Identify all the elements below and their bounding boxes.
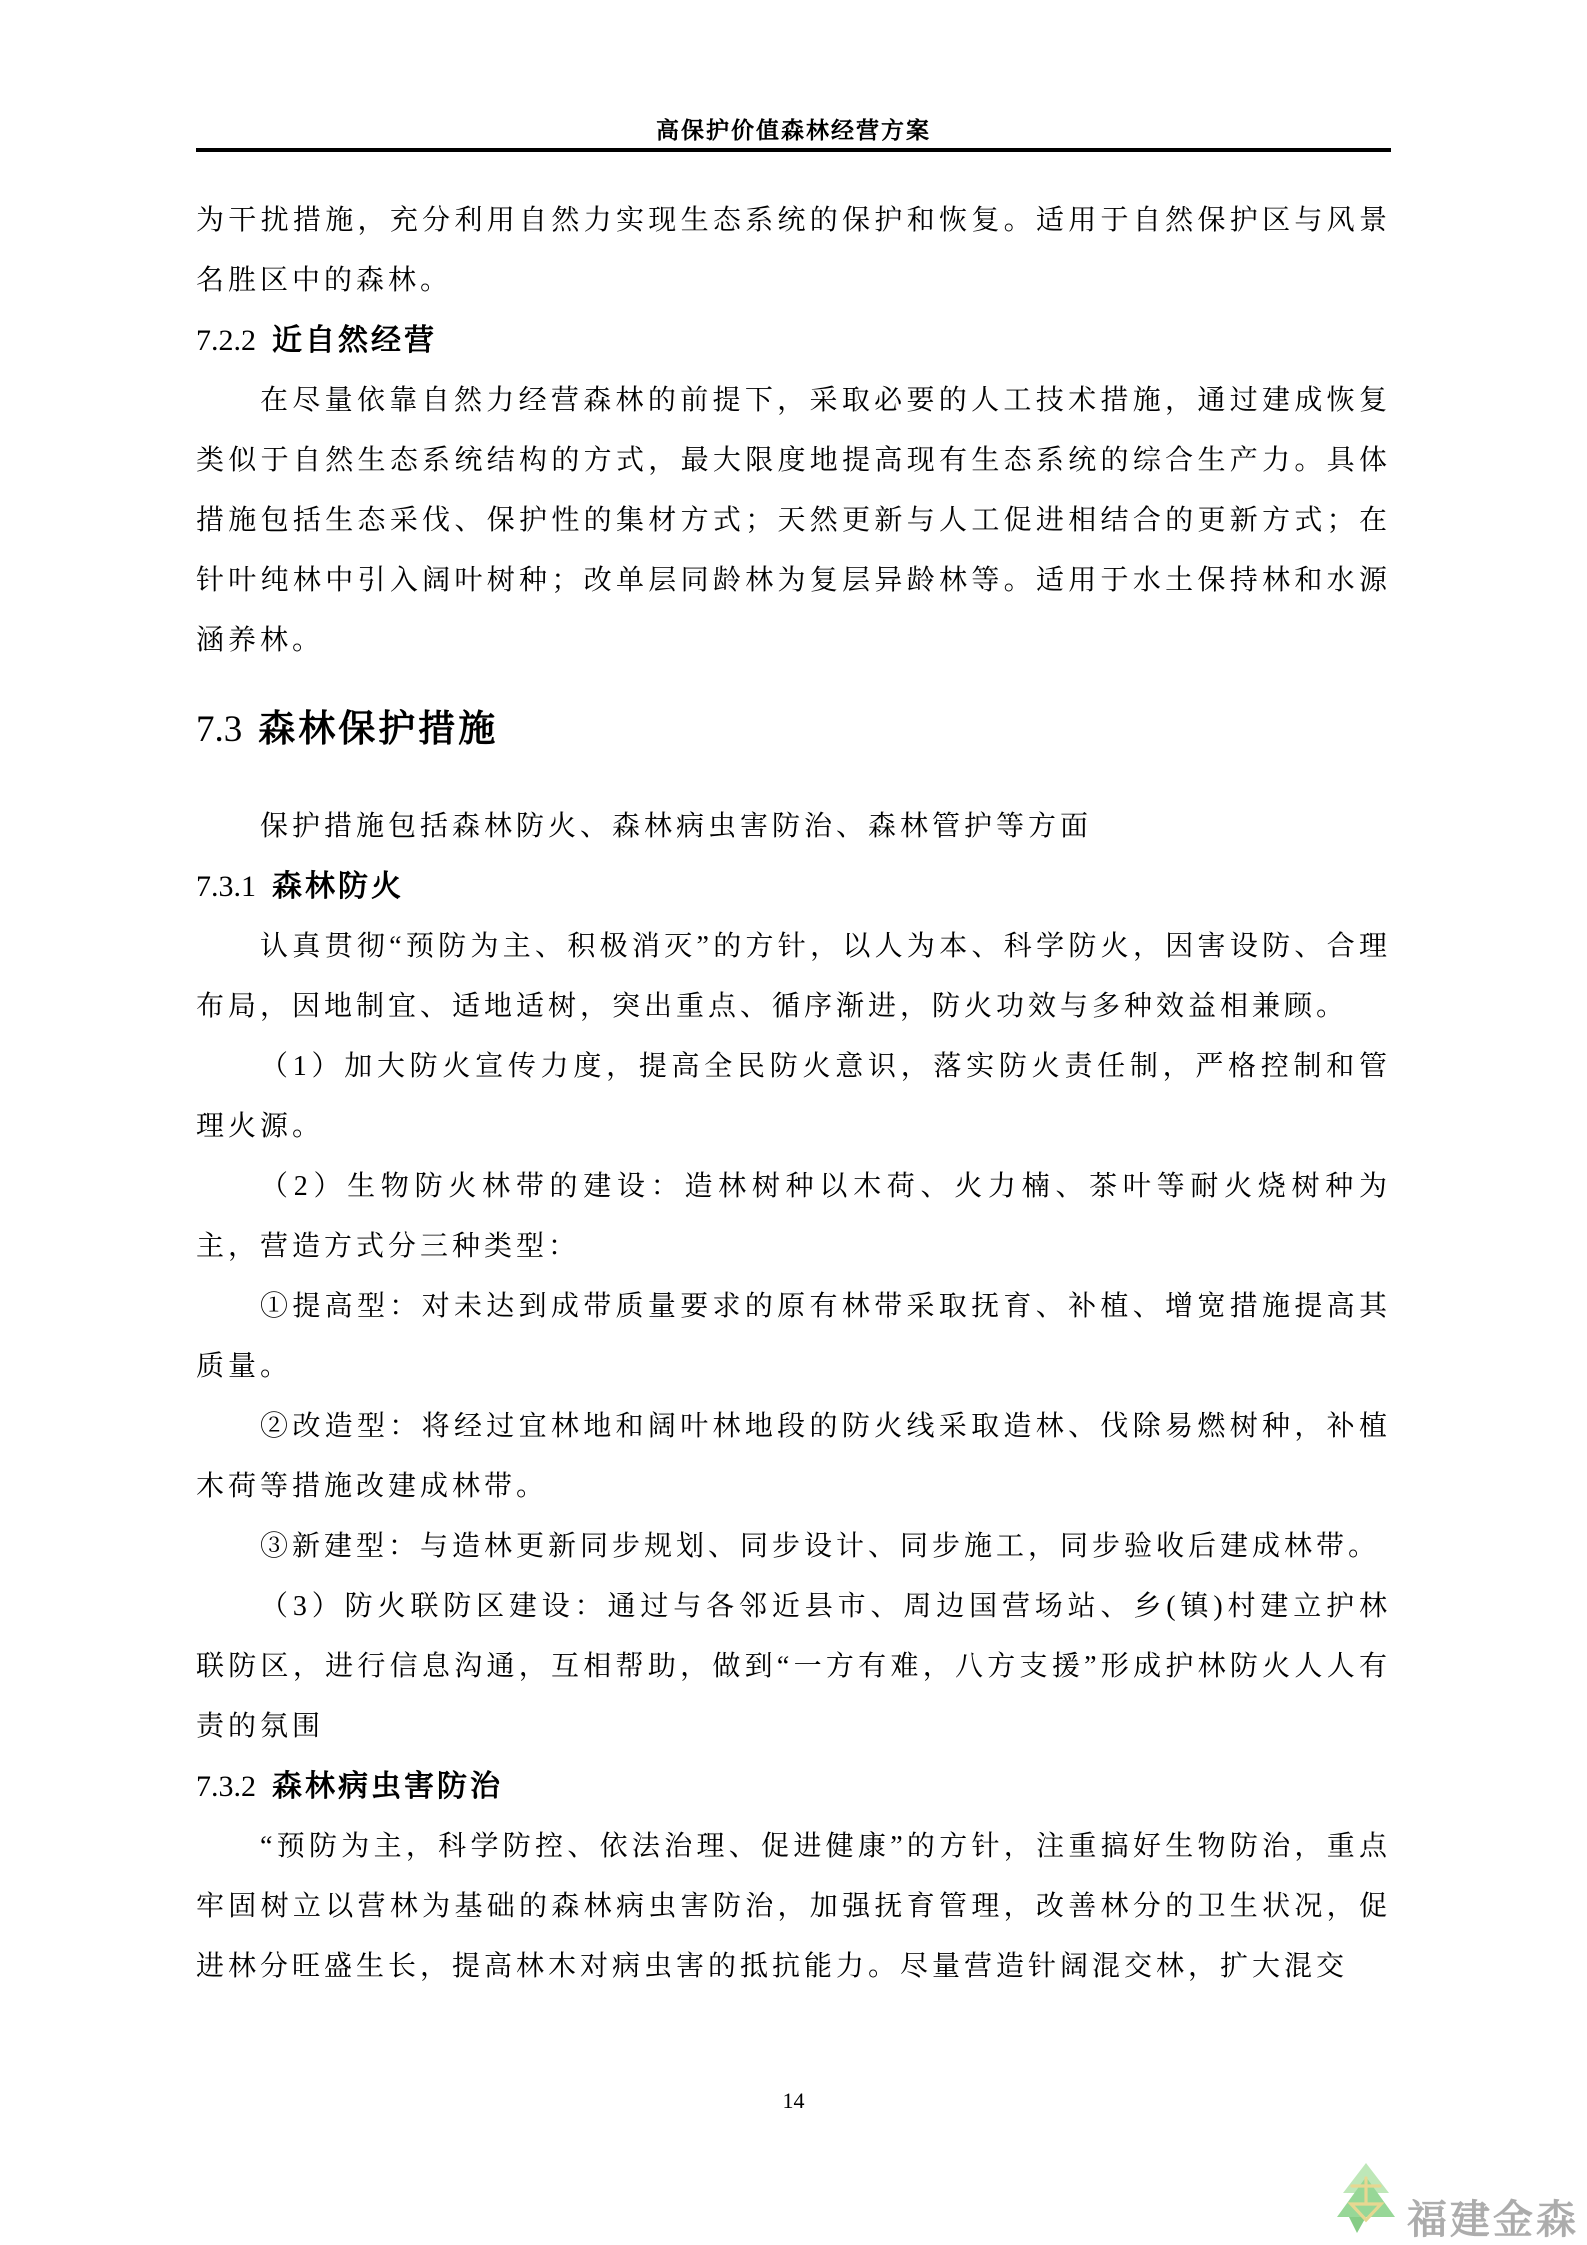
paragraph: 认真贯彻“预防为主、积极消灭”的方针，以人为本、科学防火，因害设防、合理布局，因地制宜、适地适树，突出重点、循序渐进，防火功效与多种效益相兼顾。 — [196, 931, 1391, 1022]
section-title: 森林保护措施 — [258, 708, 499, 749]
paragraph: ②改造型：将经过宜林地和阔叶林地段的防火线采取造林、伐除易燃树种，补植木荷等措施改建成林带。 — [196, 1411, 1391, 1502]
paragraph: “预防为主，科学防控、依法治理、促进健康”的方针，注重搞好生物防治，重点牢固树立以营林为基础的森林病虫害防治，加强抚育管理，改善林分的卫生状况，促进林分旺盛生长，提高林木对病虫害的抵抗能力。尽量营造针阔混交林，扩大混交 — [196, 1831, 1391, 1982]
section-heading-7-3-1 — [196, 857, 1391, 917]
page-number: 14 — [782, 2088, 805, 2113]
section-heading-7-2-2 — [196, 311, 1391, 371]
section-number: 7.2.2 — [196, 324, 256, 357]
section-number: 7.3.1 — [196, 870, 256, 903]
section-number: 7.3 — [196, 709, 243, 750]
paragraph: （3）防火联防区建设：通过与各邻近县市、周边国营场站、乡(镇)村建立护林联防区，进行信息沟通，互相帮助，做到“一方有难，八方支援”形成护林防火人人有责的氛围 — [196, 1591, 1391, 1742]
company-logo — [1335, 2162, 1579, 2242]
paragraph: （2）生物防火林带的建设：造林树种以木荷、火力楠、茶叶等耐火烧树种为主，营造方式分三种类型： — [196, 1171, 1391, 1262]
paragraph: ①提高型：对未达到成带质量要求的原有林带采取抚育、补植、增宽措施提高其质量。 — [196, 1291, 1391, 1382]
tree-logo-icon — [1335, 2162, 1397, 2239]
document-header-title: 高保护价值森林经营方案 — [196, 0, 1391, 152]
paragraph: （1）加大防火宣传力度，提高全民防火意识，落实防火责任制，严格控制和管理火源。 — [196, 1051, 1391, 1142]
paragraph: 为干扰措施，充分利用自然力实现生态系统的保护和恢复。适用于自然保护区与风景名胜区中的森林。 — [196, 205, 1391, 296]
content-column — [196, 0, 1391, 2116]
company-logo-text: 福建金森 — [1407, 2198, 1579, 2242]
paragraph: 在尽量依靠自然力经营森林的前提下，采取必要的人工技术措施，通过建成恢复类似于自然生态系统结构的方式，最大限度地提高现有生态系统的综合生产力。具体措施包括生态采伐、保护性的集材方式；天然更新与人工促进相结合的更新方式；在针叶纯林中引入阔叶树种；改单层同龄林为复层异龄林等。适用于水土保持林和水源涵养林。 — [196, 385, 1391, 656]
section-number: 7.3.2 — [196, 1770, 256, 1803]
section-heading-7-3 — [196, 699, 1391, 760]
paragraph: 保护措施包括森林防火、森林病虫害防治、森林管护等方面 — [260, 811, 1093, 842]
section-title: 森林病虫害防治 — [272, 1770, 503, 1803]
section-heading-7-3-2 — [196, 1757, 1391, 1817]
section-title: 森林防火 — [272, 870, 404, 903]
section-title: 近自然经营 — [272, 324, 437, 357]
paragraph: ③新建型：与造林更新同步规划、同步设计、同步施工，同步验收后建成林带。 — [260, 1531, 1381, 1562]
